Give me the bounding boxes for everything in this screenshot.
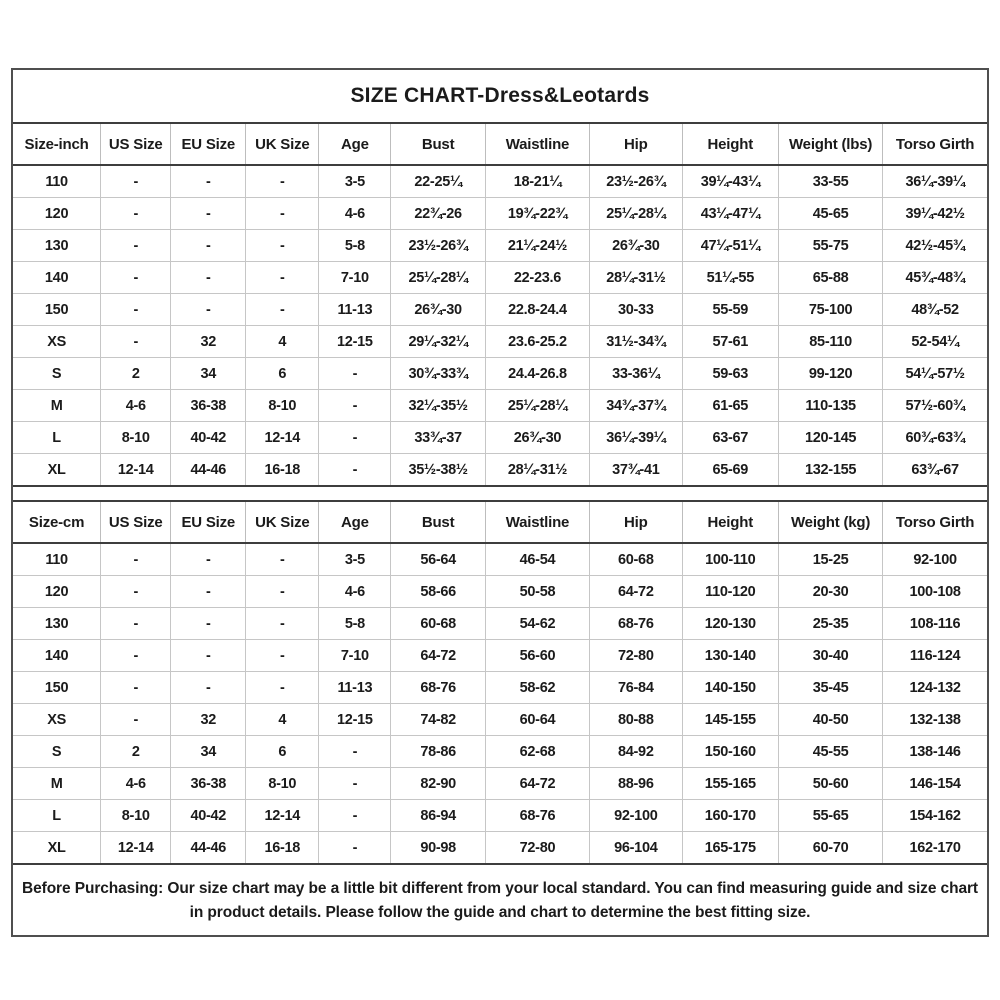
table-cell: 19¾-22¾ — [485, 198, 589, 230]
table-cell: 8-10 — [246, 390, 319, 422]
table-cell: 51¼-55 — [682, 262, 778, 294]
table-cell: - — [171, 576, 246, 608]
table-cell: 110 — [13, 165, 101, 198]
table-cell: 88-96 — [590, 768, 683, 800]
table-cell: - — [101, 230, 171, 262]
table-cell: - — [171, 262, 246, 294]
table-cell: 36-38 — [171, 768, 246, 800]
column-header: Size-cm — [13, 501, 101, 543]
table-cell: - — [319, 358, 391, 390]
table-cell: 82-90 — [391, 768, 485, 800]
table-cell: 35-45 — [778, 672, 882, 704]
table-cell: 120-145 — [778, 422, 882, 454]
table-cell: 162-170 — [883, 832, 987, 865]
table-cell: 116-124 — [883, 640, 987, 672]
table-row — [13, 543, 987, 576]
table-cell: 100-108 — [883, 576, 987, 608]
table-cell: 5-8 — [319, 230, 391, 262]
table-row — [13, 832, 987, 865]
table-cell: 21¼-24½ — [485, 230, 589, 262]
table-cell: 72-80 — [485, 832, 589, 865]
table-cell: - — [246, 640, 319, 672]
table-cell: 160-170 — [682, 800, 778, 832]
table-cell: 46-54 — [485, 543, 589, 576]
table-cell: 55-75 — [778, 230, 882, 262]
table-cell: - — [246, 198, 319, 230]
table-cell: 55-59 — [682, 294, 778, 326]
table-row — [13, 672, 987, 704]
table-cell: - — [319, 800, 391, 832]
table-cell: 68-76 — [485, 800, 589, 832]
table-cell: 7-10 — [319, 640, 391, 672]
table-cell: 63¾-67 — [883, 454, 987, 487]
table-cell: 43¼-47¼ — [682, 198, 778, 230]
table-cell: - — [171, 294, 246, 326]
table-cell: 84-92 — [590, 736, 683, 768]
table-row — [13, 608, 987, 640]
table-cell: 29¼-32¼ — [391, 326, 485, 358]
column-header: Bust — [391, 123, 485, 165]
table-cell: 150 — [13, 294, 101, 326]
table-cell: 92-100 — [590, 800, 683, 832]
column-header: EU Size — [171, 501, 246, 543]
table-cell: 3-5 — [319, 165, 391, 198]
table-cell: 52-54¼ — [883, 326, 987, 358]
table-cell: 64-72 — [391, 640, 485, 672]
table-cell: 3-5 — [319, 543, 391, 576]
table-cell: 34 — [171, 358, 246, 390]
table-cell: 28¼-31½ — [590, 262, 683, 294]
column-header: Height — [682, 123, 778, 165]
table-cell: 40-42 — [171, 422, 246, 454]
table-cell: 12-14 — [246, 422, 319, 454]
table-cell: 80-88 — [590, 704, 683, 736]
table-cell: - — [319, 454, 391, 487]
purchase-note: Before Purchasing: Our size chart may be a little bit different from your local standard. You can find measuring guide and size chart in product details. Please follow the guide and chart to determine the best fitting size. — [22, 879, 978, 921]
table-cell: 155-165 — [682, 768, 778, 800]
table-cell: 54-62 — [485, 608, 589, 640]
table-cell: 8-10 — [101, 800, 171, 832]
table-cell: 57½-60¾ — [883, 390, 987, 422]
table-cell: 6 — [246, 736, 319, 768]
table-cell: 100-110 — [682, 543, 778, 576]
table-cell: 8-10 — [246, 768, 319, 800]
table-cell: - — [246, 230, 319, 262]
table-cell: 65-88 — [778, 262, 882, 294]
table-cell: - — [101, 165, 171, 198]
table-cell: 39¼-43¼ — [682, 165, 778, 198]
table-cell: 165-175 — [682, 832, 778, 865]
table-cell: 12-15 — [319, 704, 391, 736]
table-cell: 78-86 — [391, 736, 485, 768]
table-cell: 132-155 — [778, 454, 882, 487]
table-cell: 68-76 — [391, 672, 485, 704]
column-header: Torso Girth — [883, 501, 987, 543]
table-cell: 45-55 — [778, 736, 882, 768]
table-cell: - — [319, 736, 391, 768]
table-cell: 22¾-26 — [391, 198, 485, 230]
table-cell: 146-154 — [883, 768, 987, 800]
table-cell: 36¼-39¼ — [883, 165, 987, 198]
table-cell: 11-13 — [319, 294, 391, 326]
table-cell: 6 — [246, 358, 319, 390]
table-cell: 120 — [13, 576, 101, 608]
table-cell: 37¾-41 — [590, 454, 683, 487]
table-cell: 2 — [101, 358, 171, 390]
table-row — [13, 390, 987, 422]
table-row — [13, 640, 987, 672]
table-cell: - — [171, 230, 246, 262]
table-cell: 110-120 — [682, 576, 778, 608]
table-cell: 16-18 — [246, 454, 319, 487]
table-cell: - — [101, 262, 171, 294]
table-cell: 110-135 — [778, 390, 882, 422]
table-row — [13, 262, 987, 294]
table-cell: - — [171, 640, 246, 672]
table-cell: 33¾-37 — [391, 422, 485, 454]
table-cell: 130 — [13, 608, 101, 640]
column-header: EU Size — [171, 123, 246, 165]
table-cell: 132-138 — [883, 704, 987, 736]
table-cell: 57-61 — [682, 326, 778, 358]
table-cell: 120-130 — [682, 608, 778, 640]
table-row — [13, 198, 987, 230]
table-cell: - — [171, 608, 246, 640]
column-header: Torso Girth — [883, 123, 987, 165]
table-cell: 12-14 — [101, 832, 171, 865]
table-row — [13, 704, 987, 736]
table-cell: - — [319, 832, 391, 865]
column-header: US Size — [101, 501, 171, 543]
table-cell: - — [319, 422, 391, 454]
header-row — [13, 501, 987, 543]
table-cell: 15-25 — [778, 543, 882, 576]
table-cell: 65-69 — [682, 454, 778, 487]
size-chart-sheet — [11, 68, 989, 937]
table-cell: - — [101, 294, 171, 326]
table-cell: 56-60 — [485, 640, 589, 672]
table-cell: 4 — [246, 704, 319, 736]
table-cell: 90-98 — [391, 832, 485, 865]
table-cell: 4-6 — [101, 390, 171, 422]
column-header: Hip — [590, 501, 683, 543]
table-cell: 22-25¼ — [391, 165, 485, 198]
column-header: US Size — [101, 123, 171, 165]
table-cell: 86-94 — [391, 800, 485, 832]
table-cell: 99-120 — [778, 358, 882, 390]
table-cell: 18-21¼ — [485, 165, 589, 198]
table-cell: - — [246, 294, 319, 326]
table-cell: 75-100 — [778, 294, 882, 326]
table-cell: 72-80 — [590, 640, 683, 672]
table-cell: 58-66 — [391, 576, 485, 608]
table-cell: 60¾-63¾ — [883, 422, 987, 454]
table-row — [13, 358, 987, 390]
table-cell: 60-70 — [778, 832, 882, 865]
table-cell: - — [101, 576, 171, 608]
table-cell: 45¾-48¾ — [883, 262, 987, 294]
table-cell: 44-46 — [171, 832, 246, 865]
size-table-cm — [13, 500, 987, 865]
table-cell: 7-10 — [319, 262, 391, 294]
table-cell: 12-14 — [246, 800, 319, 832]
table-cell: 130 — [13, 230, 101, 262]
table-cell: - — [319, 768, 391, 800]
column-header: UK Size — [246, 501, 319, 543]
table-cell: 74-82 — [391, 704, 485, 736]
table-cell: L — [13, 800, 101, 832]
table-row — [13, 422, 987, 454]
table-cell: 96-104 — [590, 832, 683, 865]
table-cell: 26¾-30 — [590, 230, 683, 262]
table-cell: 76-84 — [590, 672, 683, 704]
table-cell: 39¼-42½ — [883, 198, 987, 230]
table-cell: 61-65 — [682, 390, 778, 422]
table-cell: XS — [13, 326, 101, 358]
table-row — [13, 294, 987, 326]
table-cell: 33-55 — [778, 165, 882, 198]
table-cell: 64-72 — [485, 768, 589, 800]
table-cell: 32 — [171, 326, 246, 358]
column-header: Weight (kg) — [778, 501, 882, 543]
table-cell: 22.8-24.4 — [485, 294, 589, 326]
table-cell: 40-50 — [778, 704, 882, 736]
table-cell: 34¾-37¾ — [590, 390, 683, 422]
table-cell: 40-42 — [171, 800, 246, 832]
table-cell: XS — [13, 704, 101, 736]
table-cell: 35½-38½ — [391, 454, 485, 487]
table-cell: 60-64 — [485, 704, 589, 736]
table-cell: M — [13, 768, 101, 800]
table-cell: 4 — [246, 326, 319, 358]
table-cell: 110 — [13, 543, 101, 576]
table-cell: 22-23.6 — [485, 262, 589, 294]
table-cell: 130-140 — [682, 640, 778, 672]
table-cell: - — [171, 165, 246, 198]
table-cell: 50-58 — [485, 576, 589, 608]
column-header: Waistline — [485, 123, 589, 165]
table-cell: 150 — [13, 672, 101, 704]
table-cell: 23½-26¾ — [391, 230, 485, 262]
table-cell: 5-8 — [319, 608, 391, 640]
table-cell: 12-14 — [101, 454, 171, 487]
table-cell: 30-40 — [778, 640, 882, 672]
column-header: Waistline — [485, 501, 589, 543]
column-header: Bust — [391, 501, 485, 543]
table-cell: 31½-34¾ — [590, 326, 683, 358]
table-cell: XL — [13, 454, 101, 487]
table-cell: 47¼-51¼ — [682, 230, 778, 262]
table-cell: - — [101, 198, 171, 230]
table-cell: 28¼-31½ — [485, 454, 589, 487]
table-cell: - — [171, 198, 246, 230]
table-cell: 4-6 — [319, 576, 391, 608]
column-header: Size-inch — [13, 123, 101, 165]
table-cell: 150-160 — [682, 736, 778, 768]
table-cell: 68-76 — [590, 608, 683, 640]
table-cell: - — [171, 672, 246, 704]
table-cell: 44-46 — [171, 454, 246, 487]
table-row — [13, 800, 987, 832]
table-cell: 16-18 — [246, 832, 319, 865]
table-cell: 64-72 — [590, 576, 683, 608]
table-cell: 8-10 — [101, 422, 171, 454]
table-cell: 32 — [171, 704, 246, 736]
table-cell: 36¼-39¼ — [590, 422, 683, 454]
table-cell: 25¼-28¼ — [590, 198, 683, 230]
table-cell: L — [13, 422, 101, 454]
table-cell: 4-6 — [319, 198, 391, 230]
table-cell: 26¾-30 — [391, 294, 485, 326]
table-cell: 30¾-33¾ — [391, 358, 485, 390]
table-cell: 23½-26¾ — [590, 165, 683, 198]
table-cell: 124-132 — [883, 672, 987, 704]
table-cell: - — [246, 165, 319, 198]
table-cell: 60-68 — [590, 543, 683, 576]
table-row — [13, 230, 987, 262]
table-row — [13, 454, 987, 487]
table-cell: 26¾-30 — [485, 422, 589, 454]
table-cell: 25-35 — [778, 608, 882, 640]
table-cell: 62-68 — [485, 736, 589, 768]
column-header: UK Size — [246, 123, 319, 165]
table-cell: 85-110 — [778, 326, 882, 358]
table-cell: 138-146 — [883, 736, 987, 768]
table-cell: - — [101, 640, 171, 672]
size-table-inch — [13, 122, 987, 487]
table-cell: 2 — [101, 736, 171, 768]
table-cell: 20-30 — [778, 576, 882, 608]
table-divider — [13, 487, 987, 500]
table-cell: 48¾-52 — [883, 294, 987, 326]
table-cell: - — [101, 672, 171, 704]
column-header: Hip — [590, 123, 683, 165]
table-cell: 4-6 — [101, 768, 171, 800]
header-row — [13, 123, 987, 165]
column-header: Age — [319, 123, 391, 165]
table-cell: 36-38 — [171, 390, 246, 422]
table-cell: 60-68 — [391, 608, 485, 640]
table-cell: 58-62 — [485, 672, 589, 704]
table-cell: 145-155 — [682, 704, 778, 736]
table-cell: 42½-45¾ — [883, 230, 987, 262]
column-header: Height — [682, 501, 778, 543]
table-cell: 55-65 — [778, 800, 882, 832]
table-cell: 30-33 — [590, 294, 683, 326]
table-cell: 11-13 — [319, 672, 391, 704]
table-row — [13, 576, 987, 608]
table-cell: 12-15 — [319, 326, 391, 358]
table-cell: 140-150 — [682, 672, 778, 704]
table-cell: XL — [13, 832, 101, 865]
table-cell: - — [246, 262, 319, 294]
table-cell: M — [13, 390, 101, 422]
column-header: Weight (lbs) — [778, 123, 882, 165]
table-cell: 24.4-26.8 — [485, 358, 589, 390]
table-cell: 120 — [13, 198, 101, 230]
table-cell: 45-65 — [778, 198, 882, 230]
table-cell: 25¼-28¼ — [391, 262, 485, 294]
table-row — [13, 326, 987, 358]
table-row — [13, 165, 987, 198]
table-row — [13, 768, 987, 800]
chart-title: SIZE CHART-Dress&Leotards — [350, 84, 650, 107]
column-header: Age — [319, 501, 391, 543]
table-cell: - — [101, 326, 171, 358]
table-cell: 25¼-28¼ — [485, 390, 589, 422]
table-cell: 140 — [13, 640, 101, 672]
table-cell: 108-116 — [883, 608, 987, 640]
table-cell: 154-162 — [883, 800, 987, 832]
table-cell: 63-67 — [682, 422, 778, 454]
table-cell: S — [13, 358, 101, 390]
table-cell: 56-64 — [391, 543, 485, 576]
table-cell: - — [101, 543, 171, 576]
table-cell: 32¼-35½ — [391, 390, 485, 422]
table-cell: - — [171, 543, 246, 576]
table-cell: 50-60 — [778, 768, 882, 800]
table-cell: - — [246, 543, 319, 576]
table-cell: - — [246, 608, 319, 640]
table-cell: - — [319, 390, 391, 422]
table-cell: 140 — [13, 262, 101, 294]
table-cell: 92-100 — [883, 543, 987, 576]
table-cell: 59-63 — [682, 358, 778, 390]
table-row — [13, 736, 987, 768]
table-cell: S — [13, 736, 101, 768]
table-cell: 34 — [171, 736, 246, 768]
table-cell: - — [101, 608, 171, 640]
table-cell: 54¼-57½ — [883, 358, 987, 390]
table-cell: 33-36¼ — [590, 358, 683, 390]
table-cell: - — [246, 672, 319, 704]
table-cell: - — [246, 576, 319, 608]
table-cell: - — [101, 704, 171, 736]
table-cell: 23.6-25.2 — [485, 326, 589, 358]
